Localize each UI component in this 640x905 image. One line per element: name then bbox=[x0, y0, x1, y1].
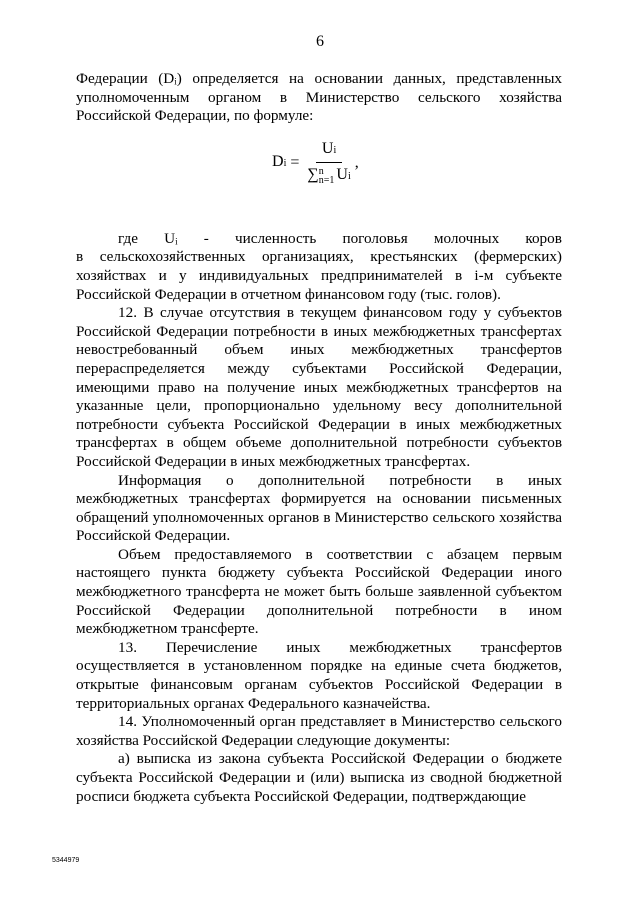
paragraph-12: 12. В случае отсутствия в текущем финансовом году у субъектов Российской Федерации потребности в иных межбюджетных трансфертах невостребованный объем иных межбюджетных трансфертов перераспределяется между субъектами Российской Федерации, имеющими право на получение иных межбюджетных трансфертов на указанные цели, пропорционально удельному весу дополнительной потребности субъекта Российской Федерации в иных межбюджетных трансфертах в общем объеме дополнительной потребности субъектов Российской Федерации в иных межбюджетных трансфертах. bbox=[76, 304, 562, 470]
paragraph-federation-formula-intro: Федерации (Dᵢ) определяется на основании данных, представленных уполномоченным органом в Министерство сельского хозяйства Российской Федерации, по формуле: bbox=[76, 70, 562, 125]
formula bbox=[272, 140, 359, 187]
where-word: коров bbox=[525, 229, 562, 247]
paragraph-14: 14. Уполномоченный орган представляет в Министерство сельского хозяйства Российской Федерации следующие документы: bbox=[76, 713, 562, 749]
where-word: численность bbox=[234, 229, 317, 247]
where-word: поголовья bbox=[342, 229, 408, 247]
where-word: молочных bbox=[433, 229, 500, 247]
formula-block bbox=[76, 126, 562, 230]
paragraph-12-volume: Объем предоставляемого в соответствии с абзацем первым настоящего пункта бюджету субъекта Российской Федерации иного межбюджетного трансферта не может быть больше заявленной субъектом Российской Федерации дополнительной потребности в ином межбюджетном трансферте. bbox=[76, 545, 562, 638]
formula-lhs: Di bbox=[272, 153, 287, 171]
formula-denominator: ∑ n n=1 Ui bbox=[307, 165, 351, 186]
where-word: Uᵢ bbox=[164, 229, 178, 247]
paragraph-12-info: Информация о дополнительной потребности в иных межбюджетных трансфертах формируется на основании письменных обращений уполномоченных органов в Министерство сельского хозяйства Российской Федерации. bbox=[76, 471, 562, 545]
where-word: - bbox=[203, 229, 209, 247]
paragraph-where-definition: в сельскохозяйственных организациях, крестьянских (фермерских) хозяйствах и у индивидуальных предпринимателей в i-м субъекте Российской Федерации в отчетном финансовом году (тыс. голов). bbox=[76, 248, 562, 303]
page-number: 6 bbox=[316, 33, 324, 50]
document-code: 5344979 bbox=[52, 857, 80, 864]
formula-equals: = bbox=[290, 154, 300, 172]
sum-symbol: ∑ bbox=[307, 166, 319, 184]
formula-fraction bbox=[307, 140, 350, 187]
formula-comma: , bbox=[354, 154, 359, 172]
formula-numerator: Ui bbox=[316, 140, 342, 164]
document-body bbox=[76, 70, 562, 806]
sum-limits: n n=1 bbox=[318, 165, 335, 186]
paragraph-13: 13. Перечисление иных межбюджетных трансфертов осуществляется в установленном порядке на единые счета бюджетов, открытые финансовым органам субъектов Российской Федерации в территориальных органах Федерального казначейства. bbox=[76, 638, 562, 712]
where-word: где bbox=[118, 229, 138, 247]
paragraph-14a: а) выписка из закона субъекта Российской Федерации о бюджете субъекта Российской Федерации и (или) выписка из сводной бюджетной росписи бюджета субъекта Российской Федерации, подтверждающие bbox=[76, 750, 562, 805]
where-definition-line bbox=[76, 230, 562, 249]
